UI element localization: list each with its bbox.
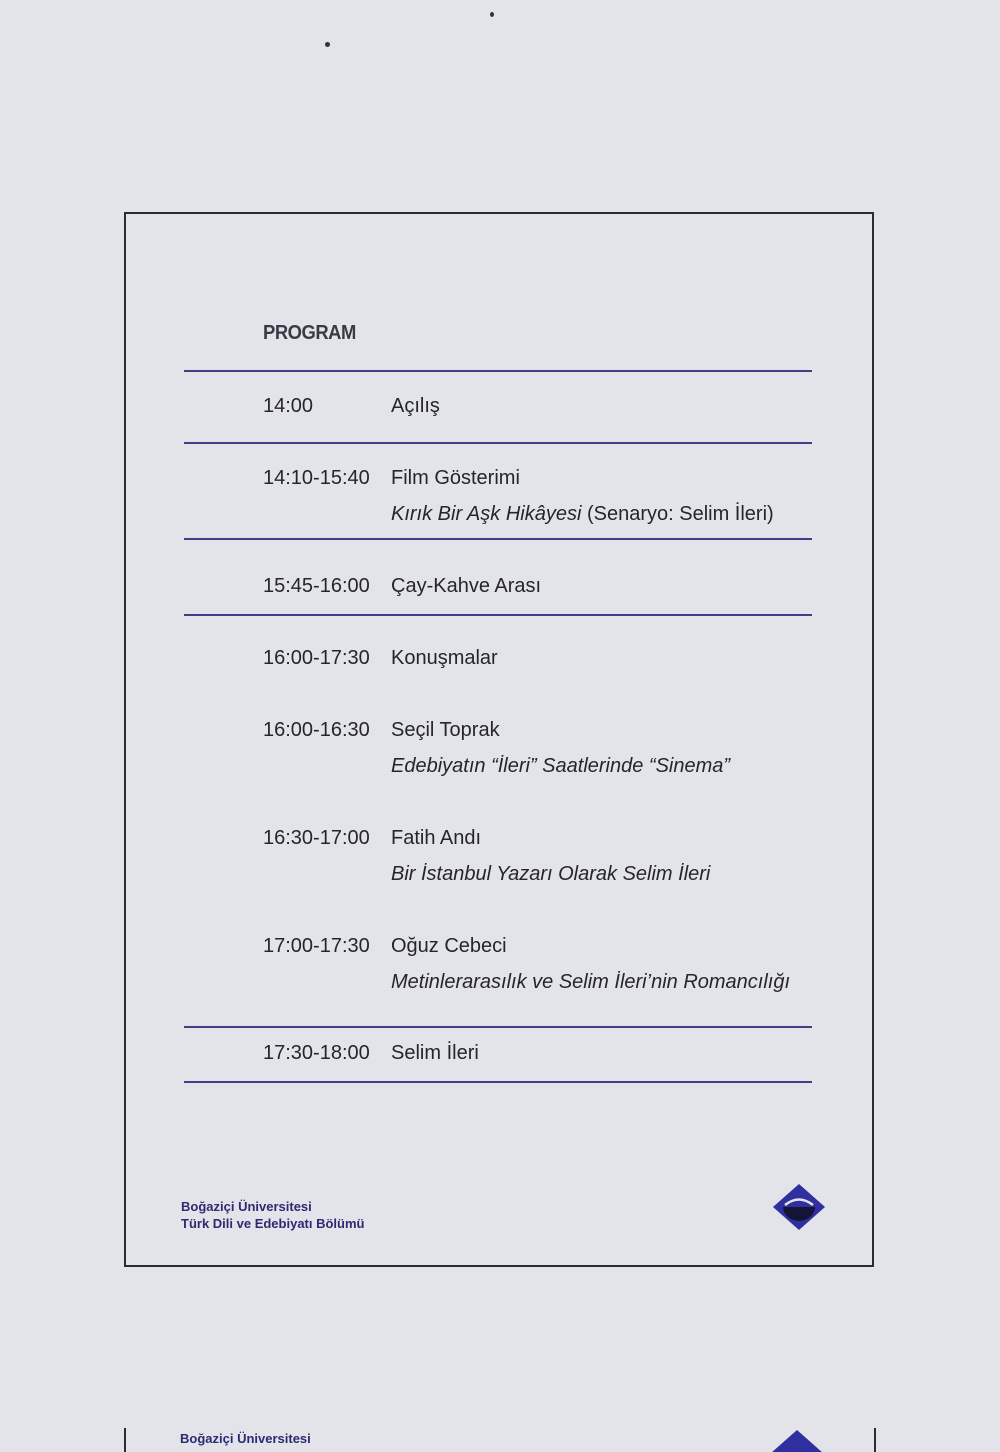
scan-speck [325,42,330,47]
schedule-time: 15:45-16:00 [263,575,370,597]
schedule-time: 17:30-18:00 [263,1042,370,1064]
schedule-title: Konuşmalar [391,647,498,669]
schedule-title: Oğuz Cebeci [391,935,507,957]
schedule-title: Seçil Toprak [391,719,500,741]
divider [184,1026,812,1028]
next-page-border [874,1428,876,1452]
film-title: Kırık Bir Aşk Hikâyesi [391,503,582,525]
schedule-title: Selim İleri [391,1042,479,1064]
schedule-title: Fatih Andı [391,827,482,849]
divider [184,614,812,616]
schedule-title: Film Gösterimi [391,467,520,489]
divider [184,370,812,372]
next-page-footer-university: Boğaziçi Üniversitesi [180,1431,311,1446]
schedule-subtitle: Metinlerarasılık ve Selim İleri’nin Romancılığı [391,971,791,993]
schedule-time: 14:10-15:40 [263,467,370,489]
divider [184,442,812,444]
program-card [124,212,874,1267]
schedule-subtitle [391,503,774,526]
next-page-border [124,1428,126,1452]
divider [184,538,812,540]
footer-department: Türk Dili ve Edebiyatı Bölümü [181,1216,365,1231]
schedule-title: Çay-Kahve Arası [391,575,542,597]
divider [184,1081,812,1083]
schedule-time: 16:00-17:30 [263,647,370,669]
footer-university: Boğaziçi Üniversitesi [181,1199,312,1214]
program-heading: PROGRAM [263,322,356,344]
bogazici-university-logo-icon [773,1184,825,1230]
schedule-time: 16:30-17:00 [263,827,370,849]
schedule-title: Açılış [391,395,440,417]
scan-speck [490,12,494,17]
schedule-time: 14:00 [263,395,314,417]
schedule-subtitle: Edebiyatın “İleri” Saatlerinde “Sinema” [391,755,731,777]
schedule-time: 17:00-17:30 [263,935,370,957]
schedule-time: 16:00-16:30 [263,719,370,741]
film-screenplay-note: (Senaryo: Selim İleri) [586,503,774,525]
bogazici-university-logo-icon [771,1430,823,1452]
schedule-subtitle: Bir İstanbul Yazarı Olarak Selim İleri [391,863,711,885]
